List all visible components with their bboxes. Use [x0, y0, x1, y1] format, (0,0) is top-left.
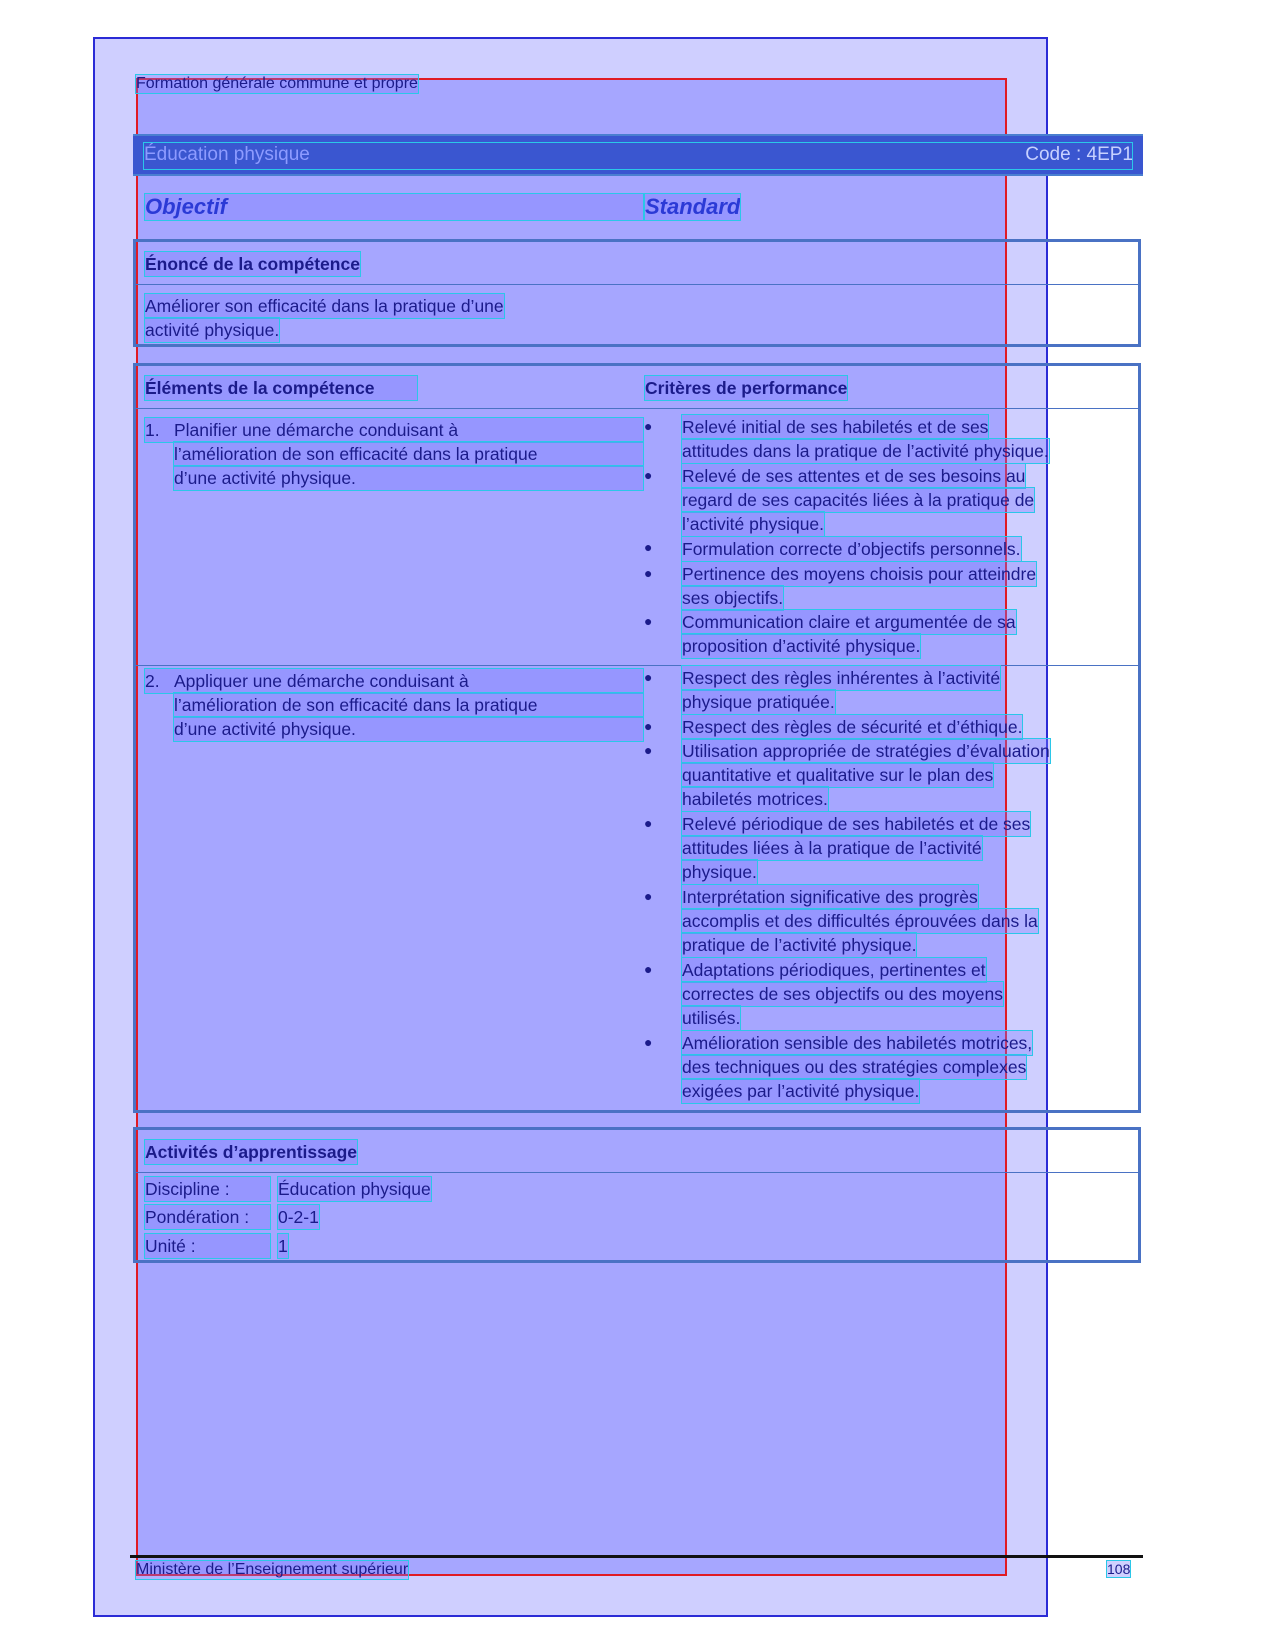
page-number: 108 — [1107, 1561, 1131, 1577]
elements-header-rule — [136, 408, 1138, 409]
element-1-number-line — [145, 418, 643, 442]
bullet-icon: ● — [644, 718, 653, 734]
enonce-box — [133, 239, 1141, 347]
column-standard: Standard — [645, 194, 741, 219]
elements-heading: Éléments de la compétence — [145, 376, 417, 400]
bullet-icon: ● — [644, 613, 653, 629]
bullet-icon: ● — [644, 565, 653, 581]
criterion-1-4: Pertinence des moyens choisis pour atteindre ses objectifs. — [682, 564, 1037, 608]
bullet-icon: ● — [644, 1034, 653, 1050]
bullet-icon: ● — [644, 888, 653, 904]
title-bar — [133, 134, 1143, 176]
discipline-value: Éducation physique — [278, 1179, 431, 1199]
criterion-2-7: Amélioration sensible des habiletés motrices, des techniques ou des stratégies complexes exigées par l’activité physique. — [682, 1033, 1033, 1101]
criterion-1-2: Relevé de ses attentes et de ses besoins au regard de ses capacités liées à la pratique de l’activité physique. — [682, 466, 1035, 534]
footer-ministry: Ministère de l’Enseignement supérieur — [136, 1561, 409, 1578]
element-1-line1: Planifier une démarche conduisant à — [174, 420, 459, 440]
bullet-icon: ● — [644, 961, 653, 977]
activites-rule — [136, 1172, 1138, 1173]
column-objectif: Objectif — [145, 194, 643, 220]
element-1-line3: d’une activité physique. — [174, 466, 643, 490]
bullet-icon: ● — [644, 418, 653, 434]
footer-rule — [130, 1555, 1143, 1558]
criterion-2-5: Interprétation significative des progrès accomplis et des difficultés éprouvées dans la pratique de l’activité physique. — [682, 887, 1038, 955]
element-1-number: 1. — [145, 420, 160, 440]
element-2-number: 2. — [145, 671, 160, 691]
criterion-2-3: Utilisation appropriée de stratégies d’évaluation quantitative et qualitative sur le plan des habiletés motrices. — [682, 741, 1050, 809]
activites-box — [133, 1127, 1141, 1263]
bullet-icon: ● — [644, 539, 653, 555]
bullet-icon: ● — [644, 742, 653, 758]
page-header: Formation générale commune et propre — [136, 75, 418, 92]
bullet-icon: ● — [644, 815, 653, 831]
criteres-heading: Critères de performance — [645, 378, 848, 398]
enonce-text-line1: Améliorer son efficacité dans la pratique d’une — [145, 296, 504, 316]
unite-value: 1 — [278, 1236, 288, 1256]
enonce-rule — [136, 284, 1138, 285]
criterion-2-4: Relevé périodique de ses habiletés et de ses attitudes liées à la pratique de l’activité physique. — [682, 814, 1031, 882]
criterion-2-6: Adaptations périodiques, pertinentes et correctes de ses objectifs ou des moyens utilisés. — [682, 960, 1003, 1028]
criterion-1-1: Relevé initial de ses habiletés et de ses attitudes dans la pratique de l’activité physique. — [682, 417, 1049, 461]
activites-heading: Activités d’apprentissage — [145, 1142, 358, 1162]
course-title: Éducation physique — [144, 144, 310, 165]
element-2-number-line — [145, 669, 643, 693]
element-1-line2: l’amélioration de son efficacité dans la pratique — [174, 442, 643, 466]
criterion-2-2: Respect des règles de sécurité et d’éthique. — [682, 717, 1023, 737]
enonce-text-line2: activité physique. — [145, 320, 280, 340]
unite-label: Unité : — [145, 1234, 270, 1258]
discipline-label: Discipline : — [145, 1177, 270, 1201]
course-code: Code : 4EP1 — [1025, 144, 1133, 165]
ponderation-label: Pondération : — [145, 1205, 270, 1229]
criterion-1-5: Communication claire et argumentée de sa proposition d’activité physique. — [682, 612, 1016, 656]
element-2-line3: d’une activité physique. — [174, 717, 643, 741]
ponderation-value: 0-2-1 — [278, 1207, 319, 1227]
criterion-1-3: Formulation correcte d’objectifs personnels. — [682, 539, 1021, 559]
enonce-heading: Énoncé de la compétence — [145, 254, 360, 274]
bullet-icon: ● — [644, 467, 653, 483]
element-2-line1: Appliquer une démarche conduisant à — [174, 671, 469, 691]
criterion-2-1: Respect des règles inhérentes à l’activité physique pratiquée. — [682, 668, 1001, 712]
element-2-line2: l’amélioration de son efficacité dans la pratique — [174, 693, 643, 717]
bullet-icon: ● — [644, 669, 653, 685]
